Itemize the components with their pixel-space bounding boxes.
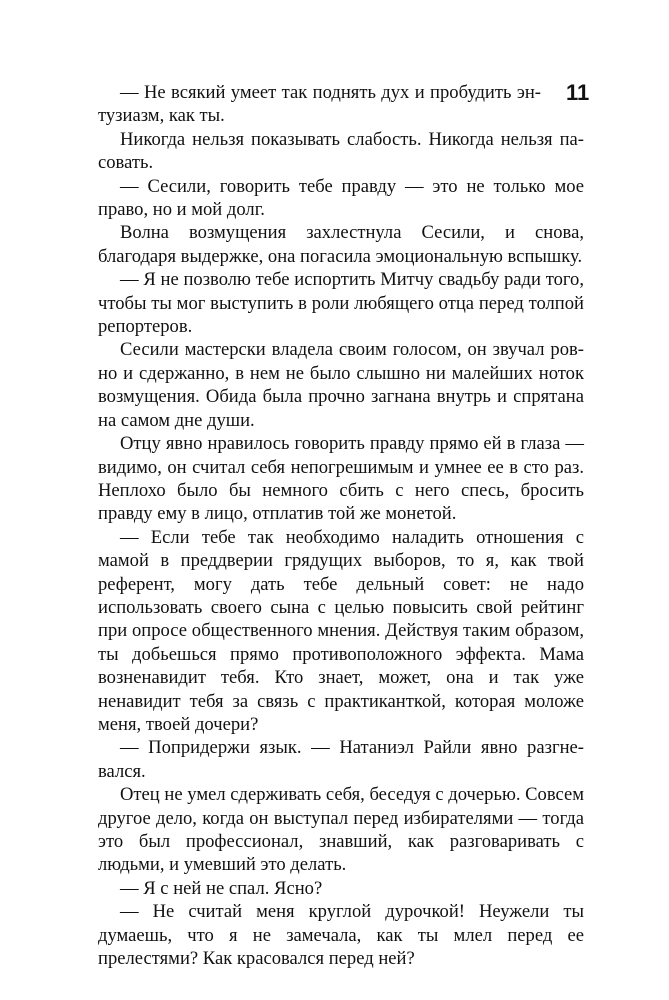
paragraph-3: — Сесили, говорить тебе правду — это не только мое право, но и мой долг. — [98, 175, 584, 221]
paragraph-5: — Я не позволю тебе испортить Митчу свадьбу ради того, чтобы ты мог выступить в роли любящего отца перед толпой репортеров. — [98, 269, 584, 338]
paragraph-1: — Не всякий умеет так поднять дух и пробудить энтузиазм, как ты. — [98, 82, 541, 127]
paragraph-12: — Не считай меня круглой дурочкой! Неужели ты думаешь, что я не замечала, как ты млел перед ее прелестями? Как красовался перед ней? — [98, 901, 584, 970]
paragraph-9: — Попридержи язык. — Натаниэл Райли явно разгневался. — [98, 737, 584, 782]
body-text — [98, 81, 584, 970]
paragraph-11: — Я с ней не спал. Ясно? — [120, 877, 323, 899]
paragraph-7: Отцу явно нравилось говорить правду прямо ей в глаза — видимо, он считал себя непогрешимым и умнее ее в сто раз. Неплохо было бы немного сбить с него спесь, бросить правду ему в лицо, отплатив той же монетой. — [98, 433, 584, 525]
paragraph-8: — Если тебе так необходимо наладить отношения с мамой в преддверии грядущих выборов, то я, как твой референт, могу дать тебе дельный совет: не надо использовать своего сына с целью повысить свой рейтинг при опросе общественного мнения. Действуя таким образом, ты добьешься прямо противоположного эффекта. Мама возненавидит тебя. Кто знает, может, она и так уже ненавидит тебя за связь с практиканткой, которая моложе меня, твоей дочери? — [98, 526, 584, 735]
paragraph-4: Волна возмущения захлестнула Сесили, и снова, благодаря выдержке, она погасила эмоциональную вспышку. — [98, 222, 584, 267]
page-number: 11 — [566, 80, 590, 105]
paragraph-6: Сесили мастерски владела своим голосом, он звучал ровно и сдержанно, в нем не было слышно ни малейших ноток возмущения. Обида была прочно загнана внутрь и спрятана на самом дне души. — [98, 339, 584, 431]
paragraph-2: Никогда нельзя показывать слабость. Никогда нельзя пасовать. — [98, 128, 584, 174]
paragraph-10: Отец не умел сдерживать себя, беседуя с дочерью. Совсем другое дело, когда он выступал перед избирателями — тогда это был профессионал, знавший, как разговаривать с людьми, и умевший это делать. — [98, 784, 584, 876]
